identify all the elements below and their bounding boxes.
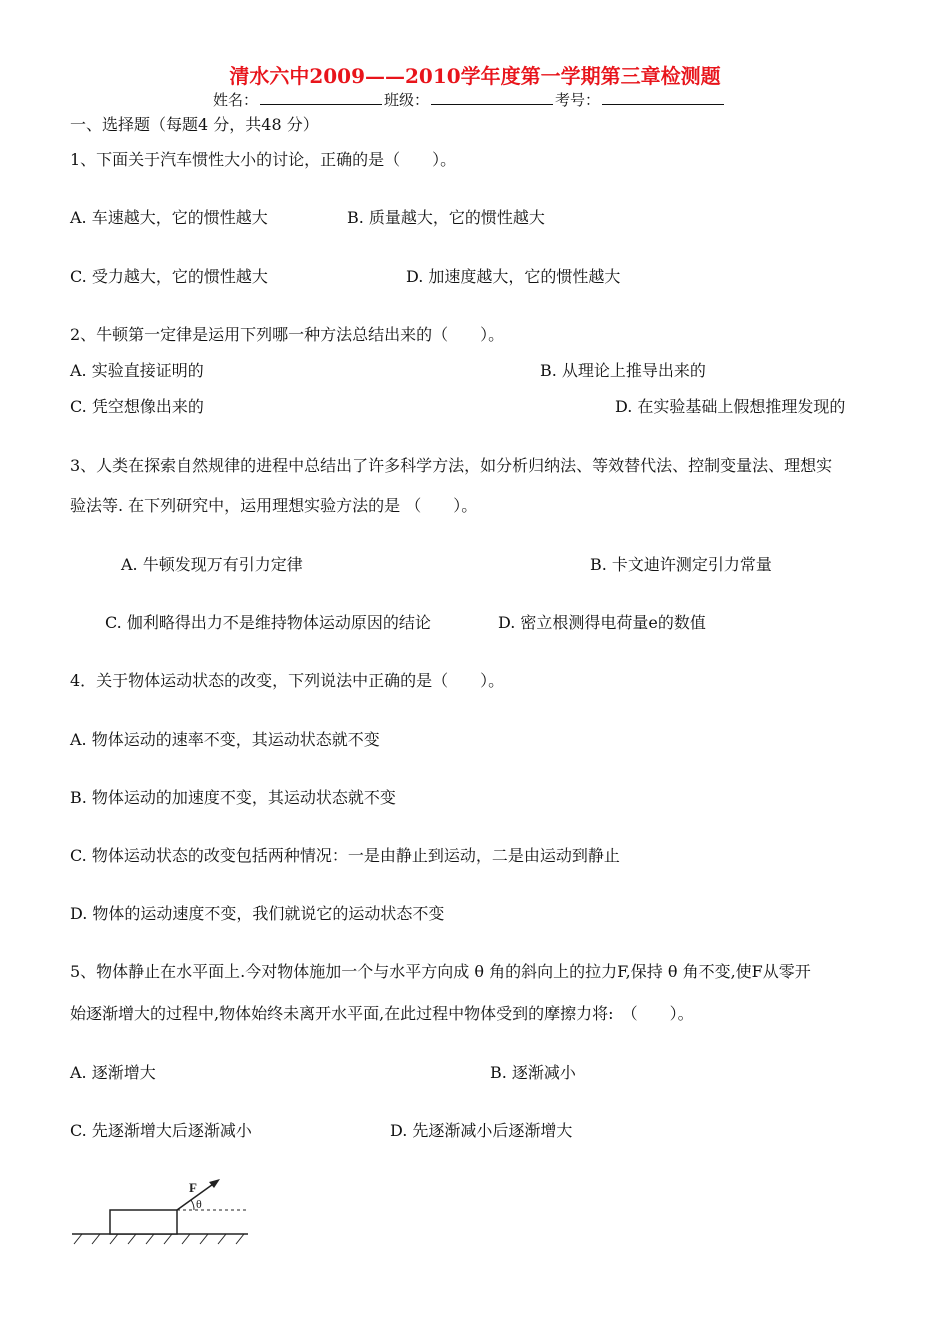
question-1-option-a[interactable]: A. 车速越大，它的惯性越大 (70, 208, 268, 227)
question-3-option-a[interactable]: A. 牛顿发现万有引力定律 (121, 555, 303, 574)
block (110, 1210, 177, 1234)
name-blank[interactable] (260, 90, 382, 105)
question-1-stem: 1、下面关于汽车惯性大小的讨论，正确的是（ ）。 (70, 150, 457, 169)
question-3-option-b[interactable]: B. 卡文迪许测定引力常量 (590, 555, 772, 574)
question-4-option-d[interactable]: D. 物体的运动速度不变，我们就说它的运动状态不变 (70, 904, 445, 923)
class-blank[interactable] (431, 90, 553, 105)
question-5-option-a[interactable]: A. 逐渐增大 (70, 1063, 156, 1082)
question-4-option-a[interactable]: A. 物体运动的速率不变，其运动状态就不变 (70, 730, 380, 749)
question-3-option-c[interactable]: C. 伽利略得出力不是维持物体运动原因的结论 (105, 613, 431, 632)
question-2-option-c[interactable]: C. 凭空想像出来的 (70, 397, 204, 416)
number-label: 考号： (555, 91, 601, 109)
question-1-option-c[interactable]: C. 受力越大，它的惯性越大 (70, 267, 268, 286)
angle-label: θ (196, 1197, 202, 1211)
class-label: 班级： (384, 91, 430, 109)
question-1-option-b[interactable]: B. 质量越大，它的惯性越大 (347, 208, 545, 227)
question-2-option-b[interactable]: B. 从理论上推导出来的 (540, 361, 706, 380)
name-label: 姓名： (213, 91, 259, 109)
question-3-stem-line-1: 3、人类在探索自然规律的进程中总结出了许多科学方法，如分析归纳法、等效替代法、控制变量法、理想实 (70, 456, 833, 475)
page-title: 清水六中2009——2010学年度第一学期第三章检测题 (229, 64, 721, 88)
question-5-option-b[interactable]: B. 逐渐减小 (490, 1063, 576, 1082)
question-4-option-c[interactable]: C. 物体运动状态的改变包括两种情况：一是由静止到运动，二是由运动到静止 (70, 846, 620, 865)
student-info-line (213, 90, 726, 110)
question-5-option-c[interactable]: C. 先逐渐增大后逐渐减小 (70, 1121, 252, 1140)
question-5-option-d[interactable]: D. 先逐渐减小后逐渐增大 (390, 1121, 573, 1140)
ground-hatch (74, 1234, 244, 1244)
angle-arc (191, 1200, 194, 1210)
question-2-stem: 2、牛顿第一定律是运用下列哪一种方法总结出来的（ ）。 (70, 325, 505, 344)
diagram-svg (70, 1176, 260, 1256)
section-heading: 一、选择题（每题4 分，共48 分） (70, 115, 319, 134)
question-3-option-d[interactable]: D. 密立根测得电荷量e的数值 (498, 613, 706, 632)
question-1-option-d[interactable]: D. 加速度越大，它的惯性越大 (406, 267, 621, 286)
question-4-stem: 4．关于物体运动状态的改变，下列说法中正确的是（ ）。 (70, 671, 505, 690)
question-4-option-b[interactable]: B. 物体运动的加速度不变，其运动状态就不变 (70, 788, 396, 807)
question-3-stem-line-2: 验法等. 在下列研究中，运用理想实验方法的是 （ ）。 (70, 496, 478, 515)
block-force-diagram (70, 1176, 260, 1256)
question-5-stem-line-2: 始逐渐增大的过程中,物体始终未离开水平面,在此过程中物体受到的摩擦力将: （ ）。 (70, 1004, 694, 1023)
question-5-stem-line-1: 5、物体静止在水平面上.今对物体施加一个与水平方向成 θ 角的斜向上的拉力F,保持 θ 角不变,使F从零开 (70, 962, 811, 981)
force-label: F (189, 1180, 197, 1195)
question-2-option-d[interactable]: D. 在实验基础上假想推理发现的 (615, 397, 846, 416)
question-2-option-a[interactable]: A. 实验直接证明的 (70, 361, 204, 380)
number-blank[interactable] (602, 90, 724, 105)
